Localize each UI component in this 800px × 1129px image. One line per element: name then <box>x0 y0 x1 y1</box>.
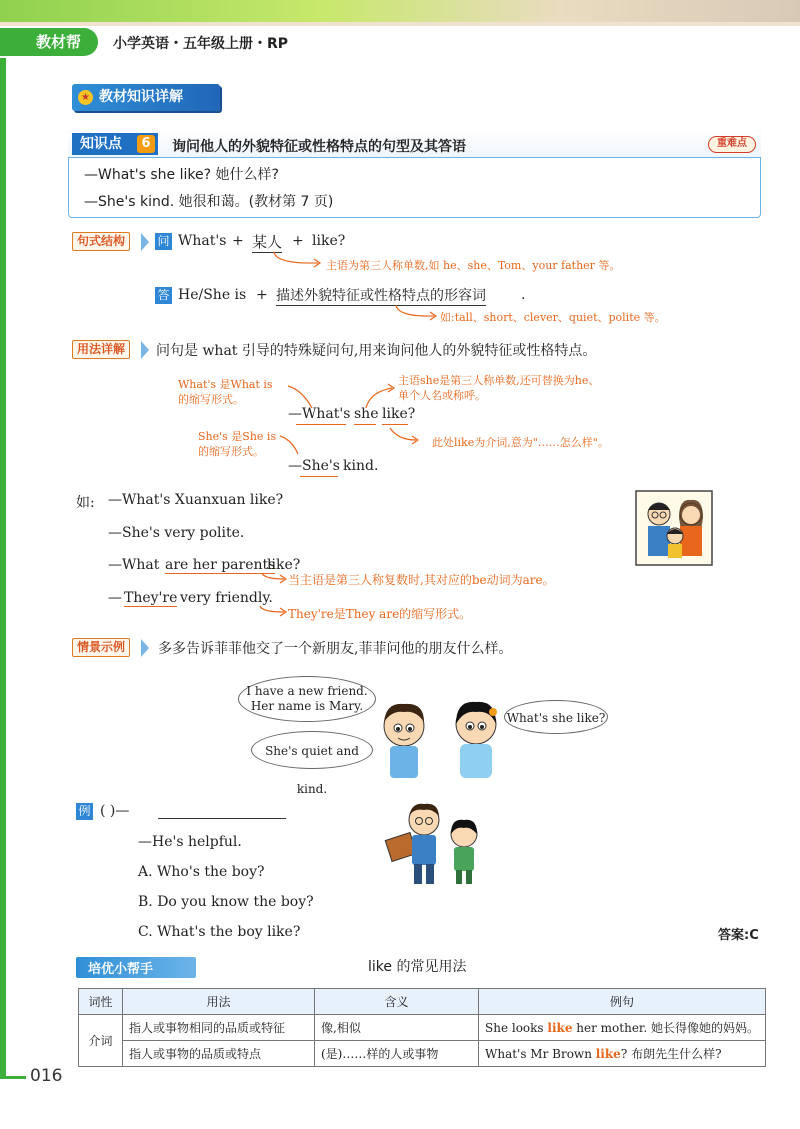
brand-tab: 教材帮 <box>0 28 98 56</box>
knowledge-point-line-1: —What's she like? 她什么样? <box>84 167 279 183</box>
exercise-tag: 例 <box>76 803 93 820</box>
exercise-option-b[interactable]: B. Do you know the boy? <box>138 894 314 910</box>
table-header-usage: 用法 <box>123 989 315 1015</box>
table-row <box>79 1041 766 1067</box>
table-cell-usage: 指人或事物相同的品质或特征 <box>123 1015 315 1041</box>
bubble-1-line-1: I have a new friend. <box>246 684 368 698</box>
page-number: 016 <box>30 1066 63 1086</box>
structure-q-note: 主语为第三人称单数,如 he、she、Tom、your father 等。 <box>326 259 621 272</box>
question-tag: 问 <box>155 233 172 250</box>
example-line-3-start: —What <box>108 557 160 573</box>
example-like-word: like <box>595 1047 621 1061</box>
speech-bubble-1 <box>238 676 376 722</box>
exercise-option-c[interactable]: C. What's the boy like? <box>138 924 301 940</box>
note-shes-line1: She's 是She is <box>198 430 277 443</box>
scene-text: 多多告诉菲菲他交了一个新朋友,菲菲问他的朋友什么样。 <box>158 641 513 657</box>
usage-underline-like <box>382 424 408 425</box>
note-she-line1: 主语she是第三人称单数,还可替换为he、 <box>398 374 600 387</box>
table-cell-meaning: 像,相似 <box>315 1015 479 1041</box>
table-cell-example <box>479 1041 766 1067</box>
section-badge <box>72 84 220 111</box>
example-line-3-like: like? <box>267 557 301 573</box>
scene-arrow-icon <box>141 639 149 657</box>
usage-arrow-icon <box>141 341 149 359</box>
table-header-meaning: 含义 <box>315 989 479 1015</box>
structure-a-part2: 描述外貌特征或性格特点的形容词 <box>276 285 486 306</box>
structure-q-note-arrow <box>270 250 326 270</box>
example-4-note-arrow <box>258 604 290 618</box>
example-3-note: 当主语是第三人称复数时,其对应的be动词为are。 <box>288 573 555 587</box>
example-line-4-dash: — <box>108 590 122 606</box>
example-post: ? 布朗先生什么样? <box>620 1047 722 1061</box>
knowledge-point-tag <box>72 133 158 155</box>
children-talking-illustration <box>372 684 512 784</box>
example-post: her mother. 她长得像她的妈妈。 <box>572 1021 759 1035</box>
usage-q-like: like? <box>382 406 416 422</box>
star-icon: ★ <box>78 90 93 105</box>
structure-a-part1: He/She is <box>178 287 247 303</box>
table-cell-meaning: (是)……样的人或事物 <box>315 1041 479 1067</box>
structure-arrow-icon <box>141 233 149 251</box>
boy-and-girl-illustration <box>384 798 494 890</box>
header-title: 小学英语・五年级上册・RP <box>113 36 289 52</box>
structure-q-part1: What's <box>178 233 227 249</box>
exercise-answer <box>718 924 759 943</box>
knowledge-point-line-2: —She's kind. 她很和蔼。(教材第 7 页) <box>84 194 334 210</box>
page-number-rule <box>0 1076 26 1079</box>
usage-underline-whats <box>296 424 346 425</box>
section-title: 教材知识详解 <box>99 89 183 105</box>
note-whats-line1: What's 是What is <box>178 378 273 391</box>
key-point-badge: 重难点 <box>708 136 756 153</box>
exercise-blank-line[interactable] <box>158 818 286 819</box>
examples-intro: 如: <box>76 495 95 511</box>
usage-text: 问句是 what 引导的特殊疑问句,用来询问他人的外貌特征或性格特点。 <box>156 343 597 359</box>
helper-title: like 的常见用法 <box>368 959 467 975</box>
example-line-4-theyre: They're <box>124 590 178 606</box>
exercise-answer-label: 答案: <box>718 928 750 943</box>
knowledge-point-tag-label: 知识点 <box>80 136 122 152</box>
usage-underline-shes <box>300 476 338 477</box>
structure-a-period: . <box>521 287 526 303</box>
table-cell-example <box>479 1015 766 1041</box>
table-cell-usage: 指人或事物的品质或特点 <box>123 1041 315 1067</box>
table-header-example: 例句 <box>479 989 766 1015</box>
example-line-2: —She's very polite. <box>108 525 245 541</box>
speech-bubble-2: She's quiet and kind. <box>251 731 373 769</box>
note-whats-line2: 的缩写形式。 <box>178 393 244 406</box>
usage-label: 用法详解 <box>72 340 130 359</box>
speech-bubble-3: What's she like? <box>504 700 608 734</box>
structure-q-part3: like? <box>312 233 346 249</box>
structure-a-plus: + <box>256 287 268 303</box>
example-4-note: They're是They are的缩写形式。 <box>288 607 472 621</box>
structure-q-plus2: + <box>292 233 304 249</box>
example-line-4-rest: very friendly. <box>180 590 273 606</box>
table-header-row <box>79 989 766 1015</box>
structure-a-note-arrow <box>392 303 442 323</box>
bubble-1-line-2: Her name is Mary. <box>250 699 364 713</box>
usage-underline-she <box>354 424 376 425</box>
header-stripe <box>0 0 800 26</box>
example-line-3-subject: are her parents <box>165 557 276 573</box>
example-like-word: like <box>547 1021 573 1035</box>
note-she-line2: 单个人名或称呼。 <box>398 389 486 402</box>
answer-tag: 答 <box>155 287 172 304</box>
note-shes-line2: 的缩写形式。 <box>198 445 264 458</box>
scene-label: 情景示例 <box>72 638 130 657</box>
example-3-note-arrow <box>260 571 290 585</box>
note-like: 此处like为介词,意为"……怎么样"。 <box>432 436 609 449</box>
knowledge-point-title: 询问他人的外貌特征或性格特点的句型及其答语 <box>172 139 466 155</box>
knowledge-point-number: 6 <box>137 135 155 153</box>
structure-q-plus1: + <box>232 233 244 249</box>
example-line-1: —What's Xuanxuan like? <box>108 492 284 508</box>
helper-label: 培优小帮手 <box>88 962 154 977</box>
family-illustration <box>635 490 713 566</box>
example-pre: She looks <box>485 1021 548 1035</box>
exercise-option-a[interactable]: A. Who's the boy? <box>138 864 265 880</box>
table-cell-pos: 介词 <box>79 1015 123 1067</box>
structure-label: 句式结构 <box>72 232 130 251</box>
left-margin-rule <box>0 58 6 1078</box>
structure-a-note: 如:tall、short、clever、quiet、polite 等。 <box>440 311 666 324</box>
usage-q-she: she <box>354 406 379 422</box>
example-pre: What's Mr Brown <box>485 1047 596 1061</box>
structure-q-part2: 某人 <box>252 233 283 251</box>
table-header-pos: 词性 <box>79 989 123 1015</box>
table-row <box>79 1015 766 1041</box>
exercise-answer-line: —He's helpful. <box>138 834 242 850</box>
exercise-paren: ( )— <box>100 803 130 819</box>
usage-a-kind: kind. <box>343 458 379 474</box>
exercise-answer-value: C <box>749 928 759 943</box>
usage-a-shes: —She's <box>288 458 340 474</box>
usage-q-whats: —What's <box>288 406 351 422</box>
like-usage-table <box>78 988 766 1067</box>
